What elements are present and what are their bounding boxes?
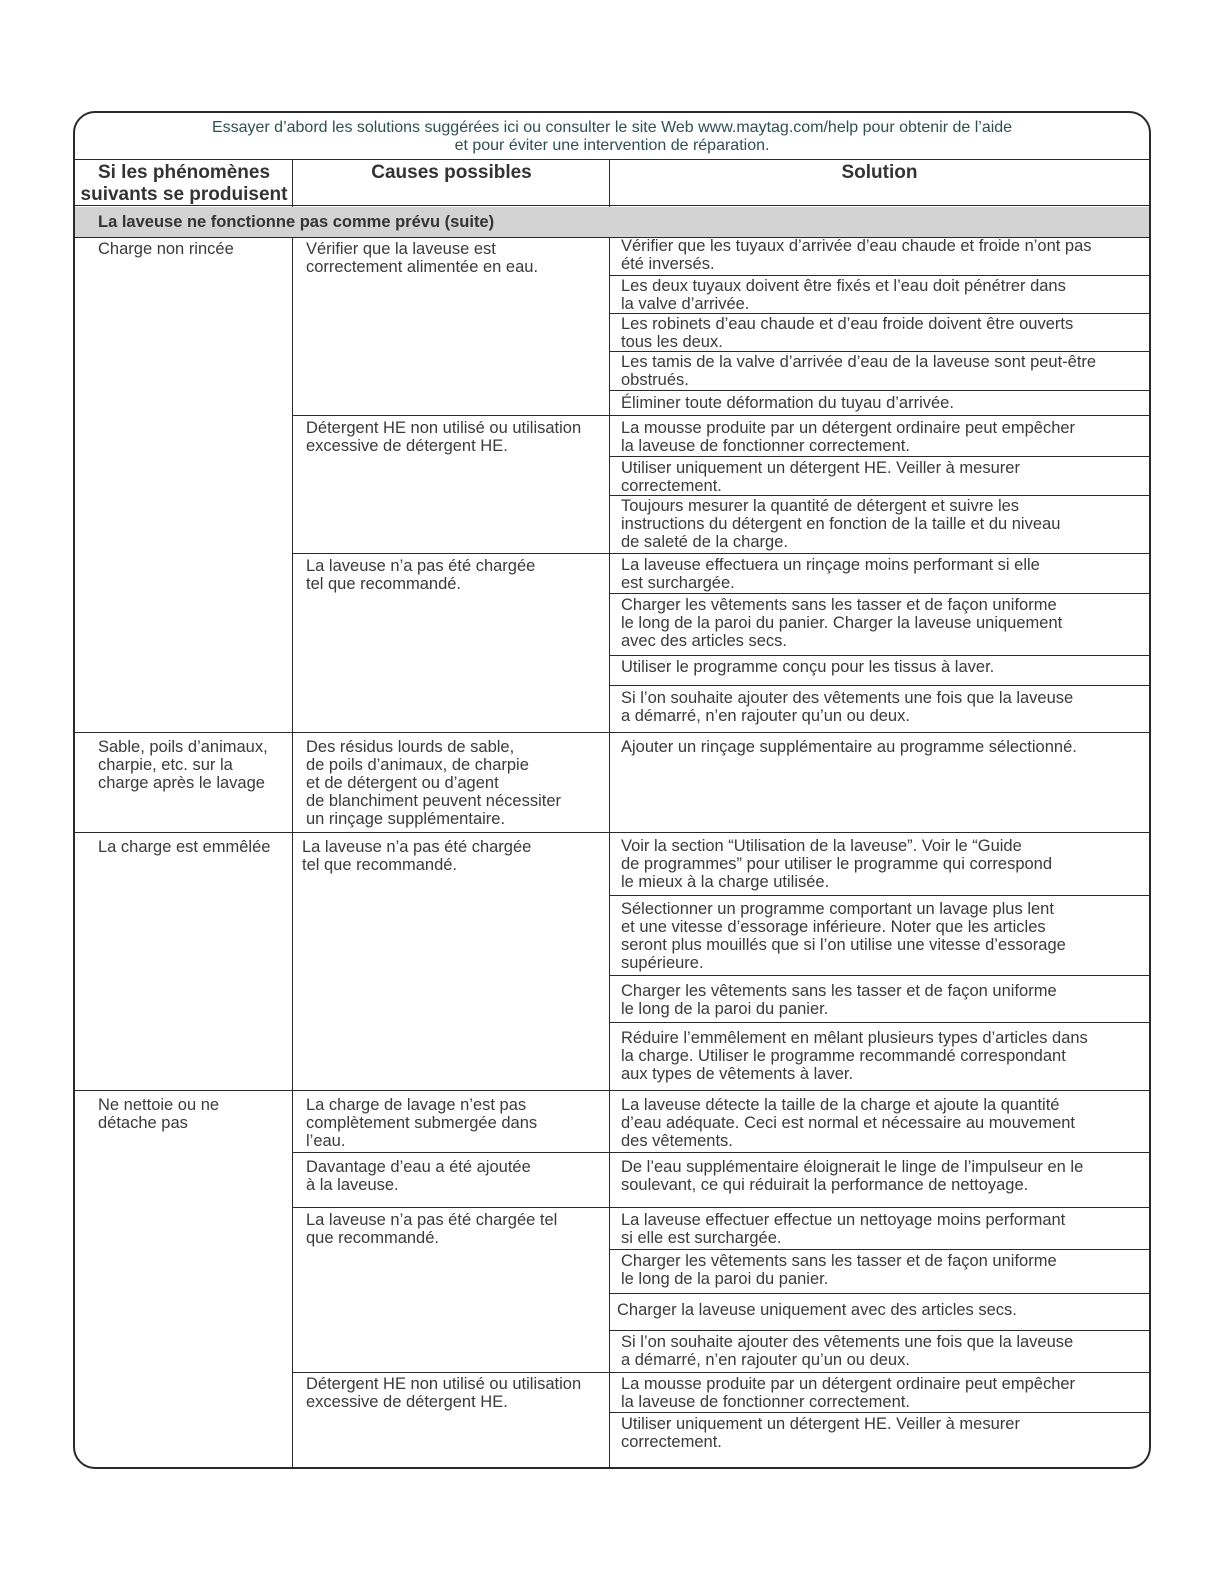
header-causes: Causes possibles [371,162,532,183]
solution-cell: De l’eau supplémentaire éloignerait le linge de l’impulseur en le soulevant, ce qui réduirait la performance de nettoyage. [621,1158,1084,1194]
solution-cell: Si l’on souhaite ajouter des vêtements une fois que la laveuse a démarré, n’en rajouter qu’un ou deux. [621,689,1074,725]
solution-cell: Les deux tuyaux doivent être fixés et l’eau doit pénétrer dans la valve d’arrivée. [621,277,1066,313]
cause-cell: La laveuse n’a pas été chargée tel que recommandé. [306,1211,558,1247]
cause-cell: Détergent HE non utilisé ou utilisation excessive de détergent HE. [306,419,582,455]
cause-cell: Des résidus lourds de sable, de poils d’animaux, de charpie et de détergent ou d’agent de blanchiment peuvent nécessiter un rinçage supplémentaire. [306,738,561,828]
cause-cell: La charge de lavage n’est pas complètement submergée dans l’eau. [306,1096,538,1150]
divider [609,685,1149,686]
divider [609,1022,1149,1023]
solution-cell: Ajouter un rinçage supplémentaire au programme sélectionné. [621,738,1077,756]
divider [75,1090,1149,1091]
divider [75,159,1149,160]
solution-cell: Toujours mesurer la quantité de détergent et suivre les instructions du détergent en fonction de la taille et du niveau de saleté de la charge. [621,497,1061,551]
problem-cell: Ne nettoie ou ne détache pas [98,1096,220,1132]
cause-cell: La laveuse n’a pas été chargée tel que recommandé. [306,557,536,593]
solution-cell: La mousse produite par un détergent ordinaire peut empêcher la laveuse de fonctionner correctement. [621,1375,1076,1411]
divider [75,832,1149,833]
solution-cell: Réduire l’emmêlement en mêlant plusieurs types d’articles dans la charge. Utiliser le programme recommandé correspondant aux types de vêtements à laver. [621,1029,1088,1083]
header-solution: Solution [841,162,918,183]
cause-cell: Davantage d’eau a été ajoutée à la laveuse. [306,1158,531,1194]
solution-cell: Charger les vêtements sans les tasser et de façon uniforme le long de la paroi du panier. [621,1252,1057,1288]
solution-cell: Utiliser uniquement un détergent HE. Veiller à mesurer correctement. [621,459,1020,495]
problem-cell: Charge non rincée [98,240,234,258]
cause-cell: La laveuse n’a pas été chargée tel que recommandé. [302,838,532,874]
solution-cell: Vérifier que les tuyaux d’arrivée d’eau chaude et froide n’ont pas été inversés. [621,237,1092,273]
divider [609,313,1149,314]
divider [609,390,1149,391]
divider [609,159,610,207]
troubleshooting-table [73,111,1151,1469]
solution-cell: Éliminer toute déformation du tuyau d’arrivée. [621,394,954,412]
divider [609,1293,1149,1294]
solution-cell: Charger la laveuse uniquement avec des articles secs. [617,1301,1017,1319]
divider [292,1152,1149,1153]
solution-cell: Charger les vêtements sans les tasser et de façon uniforme le long de la paroi du panier. [621,982,1057,1018]
divider [609,1330,1149,1331]
cause-cell: Vérifier que la laveuse est correctement alimentée en eau. [306,240,539,276]
solution-cell: Voir la section “Utilisation de la laveuse”. Voir le “Guide de programmes” pour utiliser le programme qui correspond le mieux à la charge utilisée. [621,837,1053,891]
cause-cell: Détergent HE non utilisé ou utilisation excessive de détergent HE. [306,1375,582,1411]
divider [609,1249,1149,1250]
problem-cell: La charge est emmêlée [98,838,271,856]
divider [292,1372,1149,1373]
solution-cell: La laveuse effectuera un rinçage moins performant si elle est surchargée. [621,556,1040,592]
divider [609,351,1149,352]
solution-cell: Utiliser le programme conçu pour les tissus à laver. [621,658,995,676]
problem-cell: Sable, poils d’animaux, charpie, etc. sur la charge après le lavage [98,738,268,792]
divider [292,415,1149,416]
divider [609,275,1149,276]
divider [609,975,1149,976]
divider [292,159,293,207]
divider [609,655,1149,656]
divider [292,553,1149,554]
divider [609,456,1149,457]
divider [609,593,1149,594]
solution-cell: Utiliser uniquement un détergent HE. Veiller à mesurer correctement. [621,1415,1020,1451]
divider [609,1412,1149,1413]
section-title: La laveuse ne fonctionne pas comme prévu (suite) [75,207,1149,238]
divider [609,895,1149,896]
divider [75,732,1149,733]
solution-cell: Sélectionner un programme comportant un lavage plus lent et une vitesse d’essorage inférieure. Noter que les articles seront plus mouillés que si l’on utilise une vitesse d’essorage supérieure. [621,900,1066,972]
intro-text: Essayer d’abord les solutions suggérées ici ou consulter le site Web www.maytag.com/help pour obtenir de l’aide et pour éviter une intervention de réparation. [211,119,1013,154]
divider [292,1207,1149,1208]
divider [609,495,1149,496]
solution-cell: La mousse produite par un détergent ordinaire peut empêcher la laveuse de fonctionner correctement. [621,419,1076,455]
divider [75,205,1149,206]
solution-cell: Charger les vêtements sans les tasser et de façon uniforme le long de la paroi du panier. Charger la laveuse uniquement avec des articles secs. [621,596,1063,650]
solution-cell: Si l’on souhaite ajouter des vêtements une fois que la laveuse a démarré, n’en rajouter qu’un ou deux. [621,1333,1074,1369]
solution-cell: Les tamis de la valve d’arrivée d’eau de la laveuse sont peut-être obstrués. [621,353,1097,389]
solution-cell: La laveuse effectuer effectue un nettoyage moins performant si elle est surchargée. [621,1211,1066,1247]
header-phenomenes: Si les phénomènes suivants se produisent [80,162,288,205]
solution-cell: Les robinets d’eau chaude et d’eau froide doivent être ouverts tous les deux. [621,315,1074,351]
solution-cell: La laveuse détecte la taille de la charge et ajoute la quantité d’eau adéquate. Ceci est normal et nécessaire au mouvement des vêtements. [621,1096,1076,1150]
